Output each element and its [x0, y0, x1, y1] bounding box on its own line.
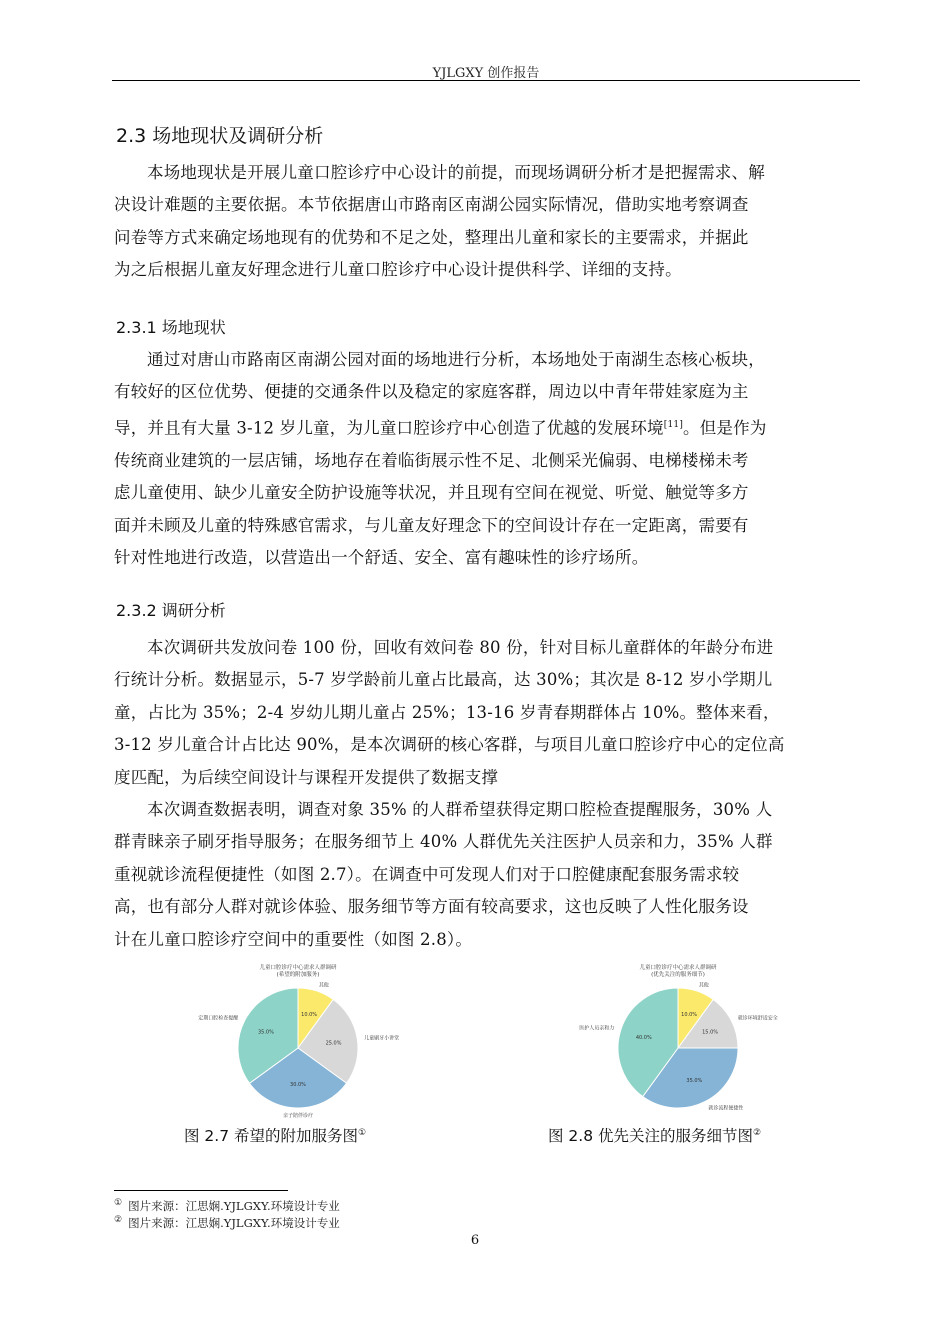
text-line: 面并未顾及儿童的特殊感官需求，与儿童友好理念下的空间设计存在一定距离，需要有 [114, 515, 749, 535]
footnote-mark: ① [114, 1198, 123, 1208]
caption-text: 图 2.7 希望的附加服务图 [184, 1127, 359, 1145]
pie-value-label: 10.0% [681, 1011, 698, 1018]
footnote-2 [114, 1215, 340, 1231]
footnote-text: 图片来源：江思娴.YJLGXY.环境设计专业 [128, 1199, 340, 1213]
chart-title: 儿童口腔诊疗中心需求人群调研 [259, 965, 337, 971]
text-line: 3-12 岁儿童合计占比达 90%，是本次调研的核心客群，与项目儿童口腔诊疗中心的定位高 [114, 735, 785, 755]
text-line: 重视就诊流程便捷性（如图 2.7）。在调查中可发现人们对于口腔健康配套服务需求较 [114, 864, 740, 884]
text-line: 群青睐亲子刷牙指导服务；在服务细节上 40% 人群优先关注医护人员亲和力，35% 人群 [114, 832, 773, 852]
intro-paragraph [114, 157, 860, 287]
pie-category-label: 医护人员亲和力 [579, 1025, 615, 1032]
pie-value-label: 25.0% [325, 1040, 342, 1047]
citation: [11] [663, 419, 684, 430]
pie-category-label: 就诊环境舒适安全 [737, 1015, 778, 1022]
figure-caption-2-8 [548, 1124, 761, 1146]
text-line: 为之后根据儿童友好理念进行儿童口腔诊疗中心设计提供科学、详细的支持。 [114, 260, 682, 280]
caption-text: 图 2.8 优先关注的服务细节图 [548, 1127, 754, 1145]
pie-category-label: 定期口腔检查提醒 [198, 1015, 239, 1022]
page-number: 6 [470, 1233, 480, 1248]
header-rule [112, 80, 860, 81]
text-line: 行统计分析。数据显示，5-7 岁学龄前儿童占比最高，达 30%；其次是 8-12 岁小学期儿 [114, 670, 773, 690]
footnote-ref: ② [753, 1127, 762, 1138]
chart-subtitle: (优先关注的服务细节) [651, 972, 705, 978]
research-paragraph-2 [114, 794, 860, 956]
chart-subtitle: (希望的附加服务) [276, 972, 320, 978]
chart-title: 儿童口腔诊疗中心需求人群调研 [639, 965, 717, 971]
text-line [114, 409, 860, 445]
pie-value-label: 10.0% [301, 1011, 318, 1018]
footnote-mark: ② [114, 1215, 123, 1225]
text-line: 计在儿童口腔诊疗空间中的重要性（如图 2.8）。 [114, 929, 473, 949]
pie-category-label: 其他 [698, 982, 709, 989]
section-title: 2.3 场地现状及调研分析 [116, 125, 324, 147]
subsection-title-site: 2.3.1 场地现状 [116, 318, 226, 337]
footnote-1 [114, 1198, 340, 1214]
pie-chart-additional-services [180, 960, 410, 1120]
text-line: 童，占比为 35%；2-4 岁幼儿期儿童占 25%；13-16 岁青春期群体占 10%。整体来看， [114, 702, 780, 722]
figure-caption-2-7 [184, 1124, 366, 1146]
pie-category-label: 亲子陪伴诊疗 [282, 1113, 314, 1119]
text-line: 传统商业建筑的一层店铺，场地存在着临街展示性不足、北侧采光偏弱、电梯楼梯未考 [114, 450, 749, 470]
pie-category-label: 就诊流程便捷性 [708, 1105, 744, 1112]
text-segment: 。但是作为 [683, 418, 767, 438]
text-line: 有较好的区位优势、便捷的交通条件以及稳定的家庭客群，周边以中青年带娃家庭为主 [114, 382, 749, 402]
text-line: 问卷等方式来确定场地现有的优势和不足之处，整理出儿童和家长的主要需求，并据此 [114, 227, 749, 247]
footnote-ref: ① [358, 1127, 367, 1138]
pie-value-label: 40.0% [635, 1034, 652, 1041]
text-line: 虑儿童使用、缺少儿童安全防护设施等状况，并且现有空间在视觉、听觉、触觉等多方 [114, 483, 749, 503]
running-header: YJLGXY 创作报告 [432, 66, 540, 81]
pie-category-label: 儿童刷牙小讲堂 [364, 1035, 400, 1042]
pie-value-label: 35.0% [257, 1029, 274, 1036]
research-paragraph-1 [114, 632, 860, 794]
footnote-rule [114, 1190, 288, 1191]
text-line: 决设计难题的主要依据。本节依据唐山市路南区南湖公园实际情况，借助实地考察调查 [114, 195, 749, 215]
pie-chart-service-details [560, 960, 790, 1120]
text-line: 本场地现状是开展儿童口腔诊疗中心设计的前提，而现场调研分析才是把握需求、解 [147, 163, 765, 182]
text-line: 度匹配，为后续空间设计与课程开发提供了数据支撑 [114, 767, 499, 787]
text-line: 高，也有部分人群对就诊体验、服务细节等方面有较高要求，这也反映了人性化服务设 [114, 897, 749, 917]
footnote-text: 图片来源：江思娴.YJLGXY.环境设计专业 [128, 1216, 340, 1230]
pie-value-label: 35.0% [686, 1078, 703, 1085]
text-line: 针对性地进行改造，以营造出一个舒适、安全、富有趣味性的诊疗场所。 [114, 547, 649, 567]
pie-value-label: 15.0% [702, 1029, 719, 1036]
text-line: 通过对唐山市路南区南湖公园对面的场地进行分析，本场地处于南湖生态核心板块， [147, 350, 765, 369]
text-line: 本次调查数据表明，调查对象 35% 的人群希望获得定期口腔检查提醒服务，30% 人 [147, 800, 773, 819]
site-paragraph [114, 344, 860, 574]
pie-category-label: 其他 [318, 982, 329, 989]
pie-value-label: 30.0% [290, 1082, 306, 1088]
text-segment: 导，并且有大量 3-12 岁儿童，为儿童口腔诊疗中心创造了优越的发展环境 [114, 418, 664, 438]
subsection-title-research: 2.3.2 调研分析 [116, 601, 226, 620]
text-line: 本次调研共发放问卷 100 份，回收有效问卷 80 份，针对目标儿童群体的年龄分布进 [147, 638, 774, 657]
